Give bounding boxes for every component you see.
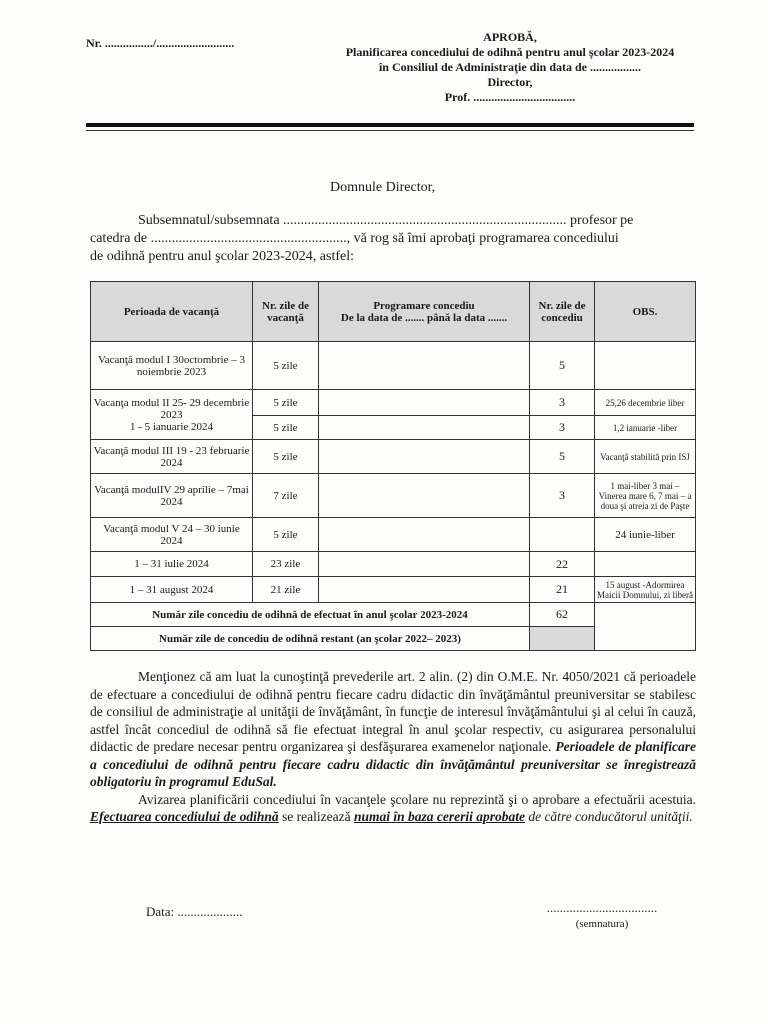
summary-total-label: Număr zile concediu de odihnă de efectuat în anul şcolar 2023-2024: [91, 603, 530, 627]
table-row: [91, 342, 696, 390]
programare-cell[interactable]: [319, 518, 530, 552]
vacation-days-cell: 5 zile: [253, 416, 319, 440]
intro-line: Subsemnatul/subsemnata ................................................................................. profesor pe: [138, 213, 634, 228]
intro-paragraph: [90, 212, 690, 266]
summary-restant-label: Număr zile de concediu de odihnă restant (an şcolar 2022– 2023): [91, 627, 530, 651]
notice-paragraph-2: [90, 791, 696, 826]
vacation-days-cell: 7 zile: [253, 474, 319, 518]
table-row: [91, 552, 696, 577]
salutation: Domnule Director,: [330, 180, 436, 195]
summary-obs-cell: [595, 603, 696, 651]
programare-cell[interactable]: [319, 342, 530, 390]
leave-days-cell: 22: [530, 552, 595, 577]
header-programare-dates: De la data de ....... până la data .......: [340, 311, 508, 324]
vacation-days-cell: 21 zile: [253, 577, 319, 603]
notice-text: [90, 668, 696, 826]
signature-line[interactable]: ..................................: [546, 900, 658, 915]
table-header-row: [91, 282, 696, 342]
approval-line: Prof. ..................................: [444, 90, 576, 104]
header-period: Perioada de vacanţă: [91, 282, 253, 342]
leave-days-cell: 3: [530, 416, 595, 440]
leave-days-cell: 3: [530, 474, 595, 518]
obs-cell: 1,2 ianuarie -liber: [595, 416, 696, 440]
programare-cell[interactable]: [319, 552, 530, 577]
signature-label: (semnatura): [575, 918, 629, 930]
table-row: [91, 440, 696, 474]
period-cell: 1 – 31 august 2024: [91, 577, 253, 603]
table-row: [91, 518, 696, 552]
leave-days-cell: 21: [530, 577, 595, 603]
notice-text-regular: se realizează: [278, 809, 354, 824]
obs-cell: 25,26 decembrie liber: [595, 390, 696, 416]
notice-text-emphasis: numai în baza cererii aprobate: [353, 809, 525, 824]
period-cell: Vacanţă modul III 19 - 23 februarie 2024: [91, 440, 253, 474]
intro-line: de odihnă pentru anul şcolar 2023-2024, astfel:: [90, 249, 354, 264]
approval-line: Planificarea concediului de odihnă pentru anul şcolar 2023-2024: [345, 45, 675, 59]
registration-number: Nr. ................/..........................: [86, 36, 235, 50]
notice-text-regular: Avizarea planificării concediului în vacanţele şcolare nu reprezintă şi o aprobare a efectuării acestuia.: [138, 791, 696, 807]
programare-cell[interactable]: [319, 474, 530, 518]
obs-cell: Vacanţă stabilită prin ISJ: [595, 440, 696, 474]
header-programare-title: Programare concediu: [373, 299, 475, 312]
programare-cell[interactable]: [319, 416, 530, 440]
approval-line: Director,: [487, 75, 533, 89]
notice-text-emphasis: Perioadele de planificare a concediului de odihnă pentru fiecare cadru didactic din învăţământul preuniversitar se înregistrează obligatoriu în programul EduSal.: [90, 739, 696, 789]
intro-line: catedra de ........................................................, vă rog să îmi aprobaţi programarea concediului: [90, 231, 619, 246]
period-cell: Vacanţă modul V 24 – 30 iunie 2024: [91, 518, 253, 552]
approval-title: APROBĂ,: [483, 30, 537, 44]
leave-schedule-table: [90, 281, 696, 651]
leave-days-cell: 3: [530, 390, 595, 416]
vacation-days-cell: 5 zile: [253, 440, 319, 474]
leave-days-cell: [530, 518, 595, 552]
notice-text-italic: de către conducătorul unităţii.: [524, 809, 693, 824]
obs-cell: 1 mai-liber 3 mai – Vinerea mare 6, 7 mai – a doua şi atreia zi de Paşte: [595, 474, 696, 518]
vacation-days-cell: 5 zile: [253, 518, 319, 552]
approval-line: în Consiliul de Administraţie din data de .................: [378, 60, 642, 74]
vacation-days-cell: 5 zile: [253, 390, 319, 416]
notice-text-emphasis: Efectuarea concediului de odihnă: [90, 809, 279, 824]
vacation-days-cell: 5 zile: [253, 342, 319, 390]
obs-cell: 15 august -Adormirea Maicii Domnului, zi liberă: [595, 577, 696, 603]
programare-cell[interactable]: [319, 390, 530, 416]
period-cell: Vacanţă modulIV 29 aprilie – 7mai 2024: [91, 474, 253, 518]
signature-block: [522, 900, 682, 930]
period-cell: Vacanţă modul I 30octombrie – 3 noiembrie 2023: [91, 342, 253, 390]
header-leave-days: Nr. zile de concediu: [530, 282, 595, 342]
header-programare: [319, 282, 530, 342]
period-cell: [91, 390, 253, 440]
header-divider-thick: [86, 123, 694, 127]
period-label: 1 - 5 ianuarie 2024: [129, 420, 214, 433]
period-cell: 1 – 31 iulie 2024: [91, 552, 253, 577]
obs-cell: [595, 342, 696, 390]
table-row: [91, 390, 696, 416]
summary-restant-value[interactable]: [530, 627, 595, 651]
summary-row-total: [91, 603, 696, 627]
leave-days-cell: 5: [530, 342, 595, 390]
header-obs: OBS.: [595, 282, 696, 342]
programare-cell[interactable]: [319, 577, 530, 603]
approval-block: [300, 30, 720, 105]
header-divider-thin: [86, 130, 694, 131]
summary-total-value: 62: [530, 603, 595, 627]
programare-cell[interactable]: [319, 440, 530, 474]
header-vacation-days: Nr. zile de vacanţă: [253, 282, 319, 342]
table-row: [91, 577, 696, 603]
obs-cell: [595, 552, 696, 577]
notice-text-regular: Menţionez că am luat la cunoştinţă prevederile art. 2 alin. (2) din O.M.E. Nr. 4050/2021 că perioadele de efectuare a concediului de odihnă pentru fiecare cadru didactic din învăţământul preuniversitar se stabilesc de consiliul de administraţie al unităţii de învăţământ, în funcţie de interesul învăţământului şi al celui în cauză, astfel încât concediul de odihnă să fie efectuat integral în anul şcolar respectiv, cu asigurarea personalului didactic de predare necesar pentru organizarea şi desfăşurarea examenelor naţionale.: [90, 669, 696, 754]
vacation-days-cell: 23 zile: [253, 552, 319, 577]
table-row: [91, 474, 696, 518]
notice-paragraph-1: [90, 668, 696, 791]
date-field[interactable]: Data: ....................: [146, 904, 243, 919]
period-label: Vacanţa modul II 25- 29 decembrie 2023: [93, 396, 250, 421]
obs-cell: 24 iunie-liber: [595, 518, 696, 552]
leave-days-cell: 5: [530, 440, 595, 474]
